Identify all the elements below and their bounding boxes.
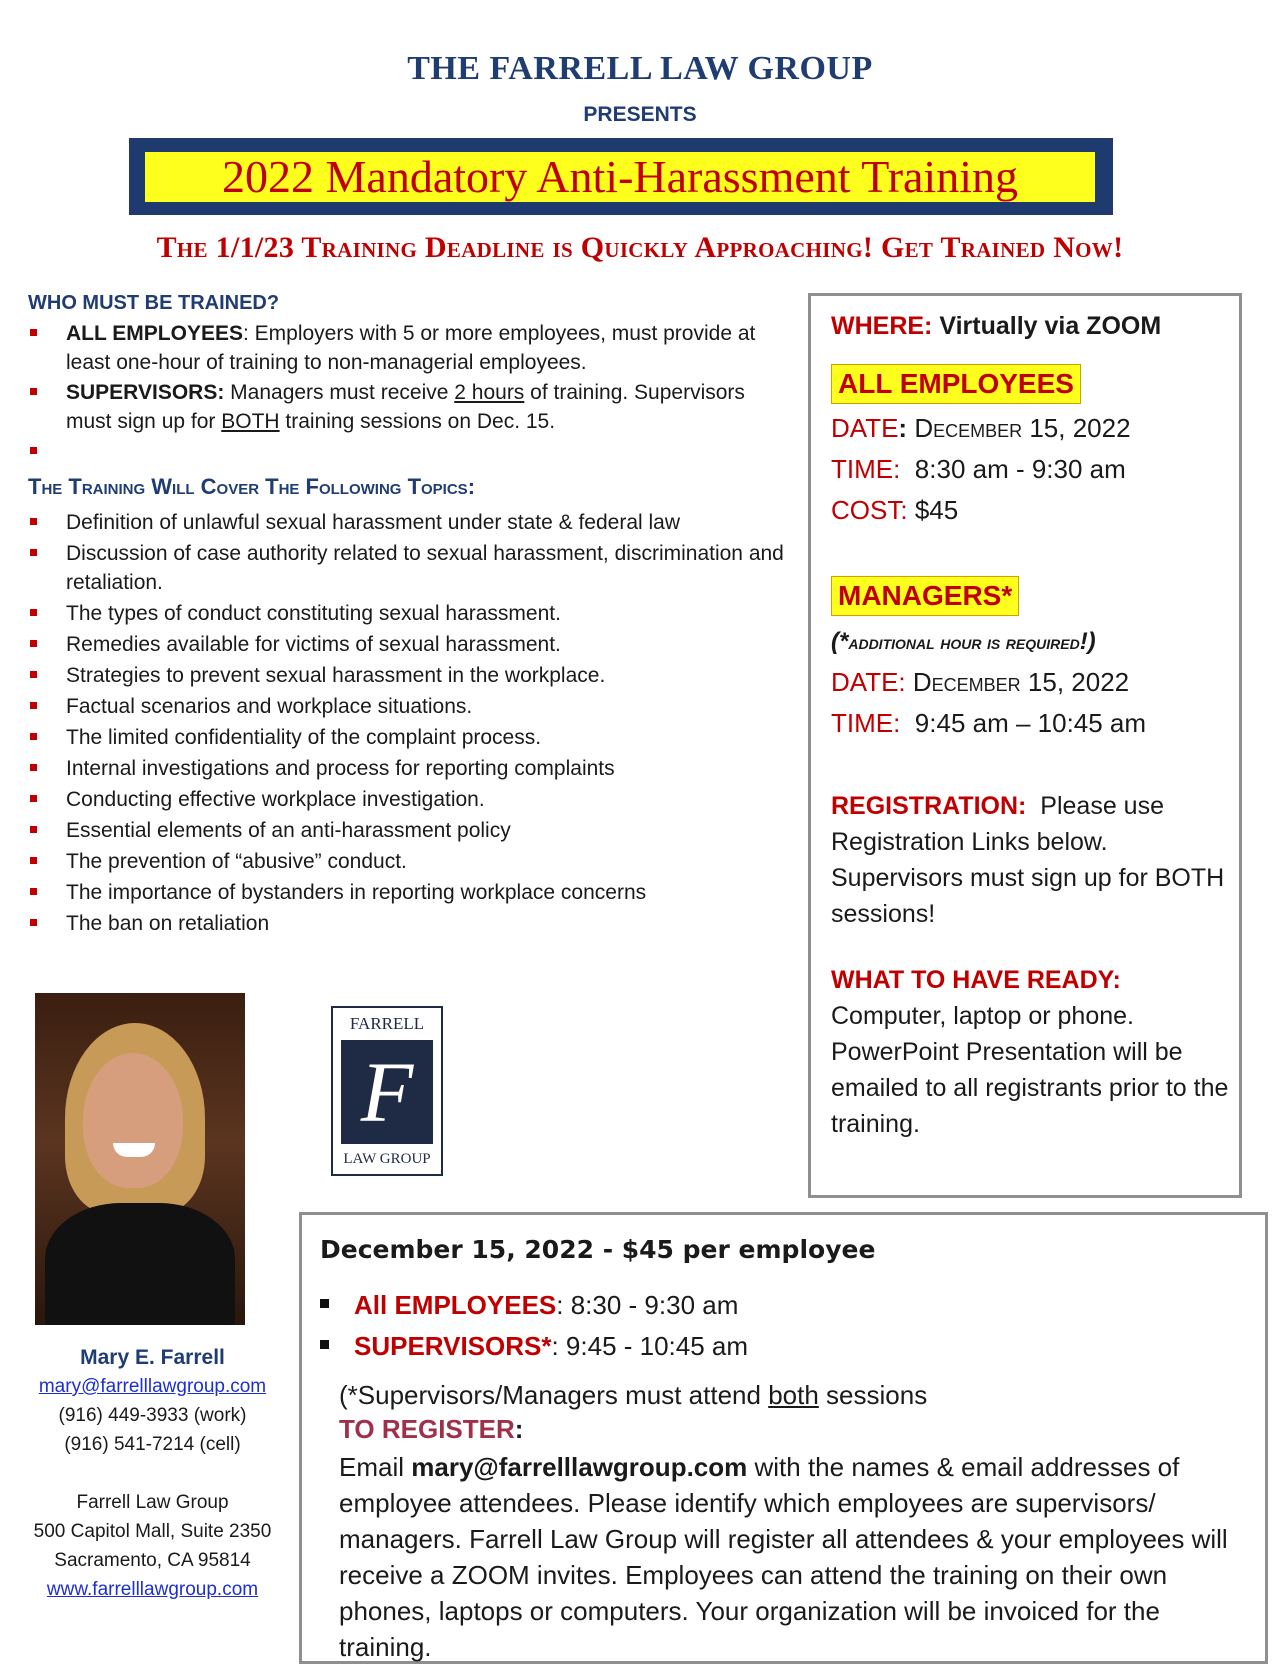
bullet-icon [320,1340,329,1349]
topic-text: Factual scenarios and workplace situations. [66,695,473,718]
bullet-icon [30,549,37,556]
list-item [320,1326,748,1367]
list-item [30,539,790,597]
managers-badge [831,576,1019,616]
additional-hour-note: (*additional hour is required!) [831,628,1096,655]
list-item [320,1285,748,1326]
managers-highlight: MANAGERS* [831,576,1019,616]
presenter-photo [35,993,245,1325]
bullet-icon [30,888,37,895]
contact-card [0,1343,305,1604]
topic-text: The ban on retaliation [66,912,270,935]
register-heading: TO REGISTER: [339,1414,524,1444]
date-label: DATE [831,413,899,443]
ready-label: WHAT TO HAVE READY: [831,966,1121,994]
logo-monogram: F [341,1040,433,1144]
list-item [30,878,790,907]
who-heading: WHO MUST BE TRAINED? [28,292,280,314]
where-value: Virtually via ZOOM [939,312,1162,340]
list-item [30,754,790,783]
topic-text: The importance of bystanders in reporting workplace concerns [66,881,647,904]
session-label: All EMPLOYEES [354,1290,557,1320]
additional-hour-text: additional hour is required [848,632,1080,654]
time-value: 8:30 am - 9:30 am [914,454,1126,484]
contact-cell-phone: (916) 541-7214 (cell) [64,1434,241,1455]
deadline-notice: The 1/1/23 Training Deadline is Quickly Approaching! Get Trained Now! [156,231,1124,264]
all-employees-text: : Employers with 5 or more employees, must provide at least one-hour of training to non-managerial employees. [66,322,756,374]
topics-heading-text: The Training Will Cover The Following Topics [28,474,468,499]
topic-text: Remedies available for victims of sexual harassment. [66,633,561,656]
topic-text: The types of conduct constituting sexual harassment. [66,602,561,625]
firm-title: THE FARRELL LAW GROUP [407,50,873,87]
registration-panel-header: December 15, 2022 - $45 per employee [320,1235,876,1264]
register-instructions [339,1449,1239,1665]
register-text: with the names & email addresses of employee attendees. Please identify which employees are supervisors/ managers. Farrell Law Group will register all attendees & your employees will receive a ZOOM invites. Employees can attend the training on their own phones, laptops or computers. Your organization will be invoiced for the training. [339,1452,1228,1662]
list-item [30,437,790,466]
time-line [831,451,1126,487]
time-value: 9:45 am – 10:45 am [914,708,1147,738]
list-item [30,599,790,628]
register-email: mary@farrelllawgroup.com [411,1452,748,1482]
managers-date-line: DATE: December 15, 2022 [831,667,1130,697]
contact-name: Mary E. Farrell [80,1346,225,1369]
register-label: TO REGISTER [339,1414,515,1444]
bullet-icon [30,329,37,336]
supervisors-text: Managers must receive [224,381,455,404]
list-item [30,785,790,814]
time-label: TIME: [831,708,901,738]
registration-label: REGISTRATION: [831,792,1027,820]
bullet-icon [30,518,37,525]
register-text: Email [339,1452,412,1482]
event-details-panel [808,293,1242,1198]
contact-work-phone: (916) 449-3933 (work) [58,1405,247,1426]
page-title: 2022 Mandatory Anti-Harassment Training [145,152,1095,202]
note-text: sessions [818,1380,928,1410]
all-employees-badge [831,364,1081,404]
ready-text: Computer, laptop or phone. PowerPoint Presentation will be emailed to all registrants prior to the training. [831,1002,1229,1138]
bullet-icon [30,388,37,395]
bullet-icon [30,795,37,802]
bullet-icon [30,764,37,771]
session-label: SUPERVISORS* [354,1331,552,1361]
bullet-icon [30,826,37,833]
session-list [320,1285,748,1367]
managers-time-line [831,705,1146,741]
supervisors-label: SUPERVISORS: [66,381,225,404]
list-item [30,319,790,377]
bullet-icon [30,733,37,740]
contact-website-link[interactable]: www.farrelllawgroup.com [46,1579,259,1600]
topic-text: The prevention of “abusive” conduct. [66,850,407,873]
session-time: : 9:45 - 10:45 am [551,1331,749,1361]
bullet-icon [30,702,37,709]
topic-text: The limited confidentiality of the complaint process. [66,726,542,749]
bullet-icon [320,1299,329,1308]
date-line: DATE: December 15, 2022 [831,413,1131,443]
date-value: December 15, 2022 [914,413,1131,443]
topics-heading: The Training Will Cover The Following Topics: [28,474,476,499]
note-both: both [768,1380,819,1410]
topic-text: Discussion of case authority related to sexual harassment, discrimination and retaliation. [66,542,784,594]
topic-text: Definition of unlawful sexual harassment under state & federal law [66,511,681,534]
list-item [30,816,790,845]
bullet-icon [30,857,37,864]
where-label: WHERE: [831,312,933,340]
note-text: (*Supervisors/Managers must attend [339,1380,769,1410]
attendance-note [339,1377,1239,1413]
supervisors-text: training sessions on Dec. 15. [279,410,556,433]
all-employees-highlight: ALL EMPLOYEES [831,364,1081,404]
list-item [30,508,790,537]
list-item [30,661,790,690]
bullet-icon [30,671,37,678]
cost-line [831,492,958,528]
session-time: : 8:30 - 9:30 am [556,1290,739,1320]
supervisors-hours: 2 hours [454,381,525,404]
topic-text: Strategies to prevent sexual harassment in the workplace. [66,664,606,687]
registration-text: Please use Registration Links below. Supervisors must sign up for BOTH sessions! [831,792,1225,928]
bullet-icon [30,919,37,926]
contact-firm: Farrell Law Group [76,1492,229,1513]
logo-bottom-text: LAW GROUP [343,1151,431,1167]
date-value: December 15, 2022 [912,667,1130,697]
topic-text: Internal investigations and process for reporting complaints [66,757,615,780]
bullet-icon [30,640,37,647]
list-item [30,909,790,938]
where-line [831,308,1161,344]
topic-text: Conducting effective workplace investigation. [66,788,485,811]
registration-panel [299,1212,1268,1664]
topic-text: Essential elements of an anti-harassment policy [66,819,511,842]
supervisors-text: of training. Supervisors must sign up for [66,381,745,433]
date-label: DATE [831,667,899,697]
list-item [30,630,790,659]
contact-address-line-1: 500 Capitol Mall, Suite 2350 [33,1521,272,1542]
list-item [30,692,790,721]
list-item [30,378,790,436]
list-item [30,847,790,876]
time-label: TIME: [831,454,901,484]
registration-block [831,788,1231,932]
supervisors-both: BOTH [221,410,280,433]
contact-address-line-2: Sacramento, CA 95814 [54,1550,251,1571]
who-list [30,319,790,467]
bullet-icon [30,447,37,454]
contact-email-link[interactable]: mary@farrelllawgroup.com [38,1376,267,1397]
ready-block [831,962,1231,1142]
cost-label: COST: [831,495,908,525]
firm-logo [331,1006,443,1176]
title-banner [129,138,1113,215]
list-item [30,723,790,752]
bullet-icon [30,609,37,616]
cost-value: $45 [914,495,959,525]
all-employees-label: ALL EMPLOYEES [66,322,243,345]
presents-label: PRESENTS [583,103,697,126]
topics-list [30,508,790,940]
logo-top-text: FARRELL [349,1014,425,1033]
